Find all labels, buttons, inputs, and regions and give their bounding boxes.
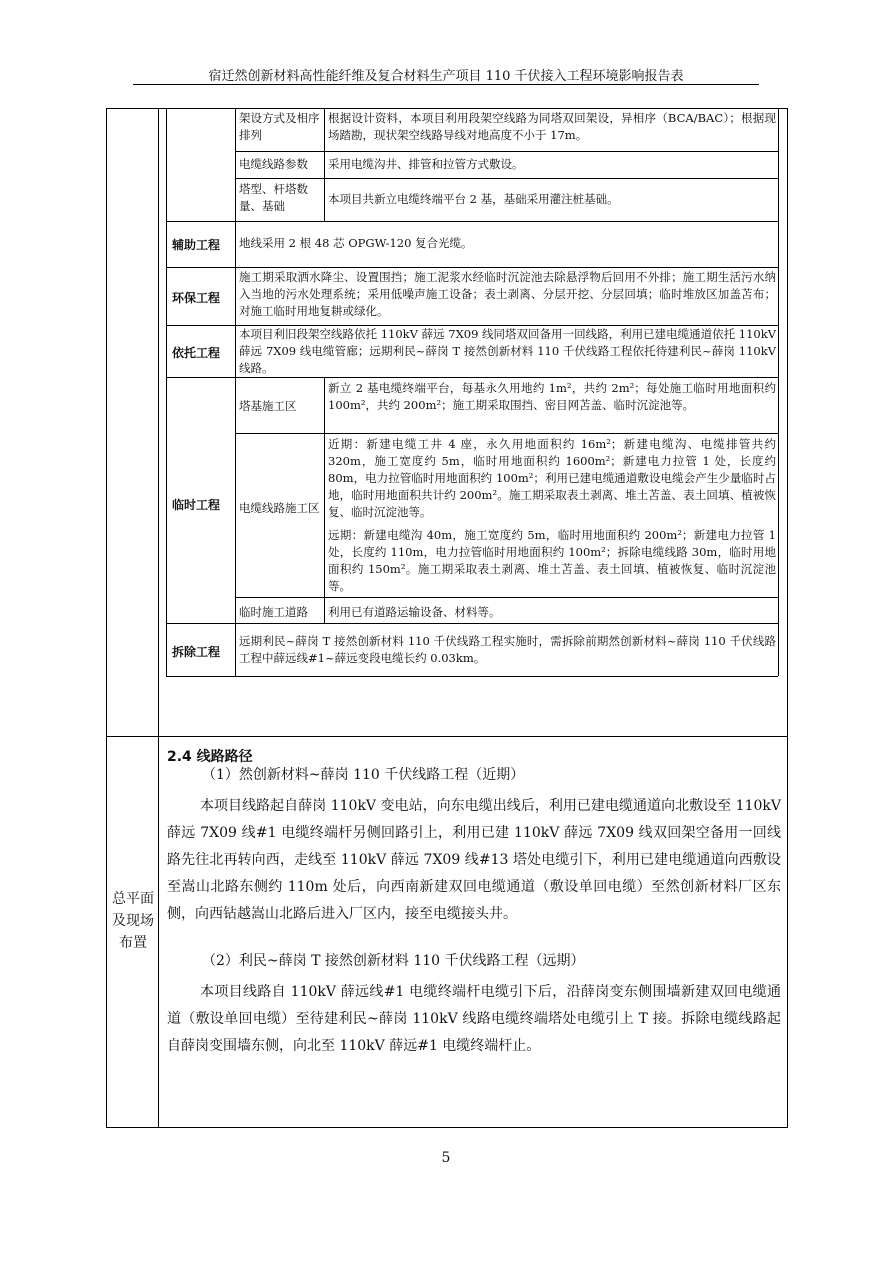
row-sub-label: 架设方式及相序排列 [239,111,320,142]
demolish-label: 拆除工程 [172,645,221,659]
road-sub-label: 临时施工道路 [239,605,308,619]
header-rule [133,84,759,85]
page-number: 5 [441,1150,451,1166]
temp-label: 临时工程 [172,498,221,512]
rely-content: 本项目利旧段架空线路依托 110kV 薛远 7X09 线同塔双回备用一回线路，利用已建电缆通道依托 110kV 薛远 7X09 线电缆管廊；远期利民~薛岗 T 接然创新材料 110 千伏线路工程依托待建利民~薛岗 110kV 线路。 [239,327,776,375]
row-content: 根据设计资料，本项目利用段架空线路为同塔双回架设，异相序（BCA/BAC）；根据现场踏勘，现状架空线路导线对地高度不小于 17m。 [328,111,776,142]
cable-near-content: 近期：新建电缆工井 4 座，永久用地面积约 16m²；新建电缆沟、电缆排管共约 320m，施工宽度约 5m，临时用地面积约 1600m²；新建电力拉管 1 处，长度约 80m，电力拉管临时用地面积约 100m²；利用已建电缆通道敷设电缆会产生少量临时占地，临时用地面积共计约 200m²。施工期采取表土剥离、堆土苫盖、表土回填、植被恢复、临时沉淀池等。 [328,437,776,519]
env-content: 施工期采取洒水降尘、设置围挡；施工泥浆水经临时沉淀池去除悬浮物后回用不外排；施工期生活污水纳入当地的污水处理系统；采用低噪声施工设备；表土剥离、分层开挖、分层回填；临时堆放区加盖苫布；对施工临时用地复耕或绿化。 [239,270,776,318]
tower-content: 新立 2 基电缆终端平台，每基永久用地约 1m²，共约 2m²；每处施工临时用地面积约 100m²，共约 200m²；施工期采取围挡、密目网苫盖、临时沉淀池等。 [328,381,776,412]
tower-sub-label: 塔基施工区 [239,399,297,413]
env-label: 环保工程 [172,291,221,305]
subsection-1-title: （1）然创新材料~薛岗 110 千伏线路工程（近期） [202,767,525,783]
aux-content: 地线采用 2 根 48 芯 OPGW-120 复合光缆。 [239,236,473,250]
paragraph-2: 本项目线路自 110kV 薛远线#1 电缆终端杆电缆引下后，沿薛岗变东侧围墙新建双回电缆通道（敷设单回电缆）至待建利民~薛岗 110kV 线路电缆终端塔处电缆引上 T 接。拆除电缆线路起自薛岗变围墙东侧，向北至 110kV 薛远#1 电缆终端杆止。 [167,984,781,1054]
document-header: 宿迁然创新材料高性能纤维及复合材料生产项目 110 千伏接入工程环境影响报告表 [208,69,684,84]
section-title: 2.4 线路路径 [167,749,253,765]
row-content: 采用电缆沟井、排管和拉管方式敷设。 [328,157,524,171]
row-content: 本项目共新立电缆终端平台 2 基，基础采用灌注桩基础。 [328,192,619,206]
cable-far-content: 远期：新建电缆沟 40m，施工宽度约 5m，临时用地面积约 200m²；新建电力拉管 1 处，长度约 110m，电力拉管临时用地面积约 100m²；拆除电缆线路 30m，临时用地面积约 150m²。施工期采取表土剥离、堆土苫盖、表土回填、植被恢复、临时沉淀池等。 [328,528,776,593]
rely-label: 依托工程 [172,346,221,360]
paragraph-1: 本项目线路起自薛岗 110kV 变电站，向东电缆出线后，利用已建电缆通道向北敷设至 110kV 薛远 7X09 线#1 电缆终端杆另侧回路引上，利用已建 110kV 薛远 7X09 线双回架空备用一回线路先往北再转向西，走线至 110kV 薛远 7X09 线#13 塔处电缆引下，利用已建电缆通道向西敷设至嵩山北路东侧约 110m 处后，向西南新建双回电缆通道（敷设单回电缆）至然创新材料厂区东侧，向西钻越嵩山北路后进入厂区内，接至电缆接头井。 [167,798,781,922]
subsection-2-title: （2）利民~薛岗 T 接然创新材料 110 千伏线路工程（远期） [202,953,585,969]
row-sub-label: 塔型、杆塔数量、基础 [239,182,308,213]
row-sub-label: 电缆线路参数 [239,157,308,171]
demolish-content: 远期利民~薛岗 T 接然创新材料 110 千伏线路工程实施时，需拆除前期然创新材料~薛岗 110 千伏线路工程中薛远线#1~薛远变段电缆长约 0.03km。 [239,634,776,665]
cable-sub-label: 电缆线路施工区 [239,501,320,515]
aux-label: 辅助工程 [172,238,221,252]
road-content: 利用已有道路运输设备、材料等。 [328,605,501,619]
route-side-label: 总平面及现场布置 [112,891,154,951]
